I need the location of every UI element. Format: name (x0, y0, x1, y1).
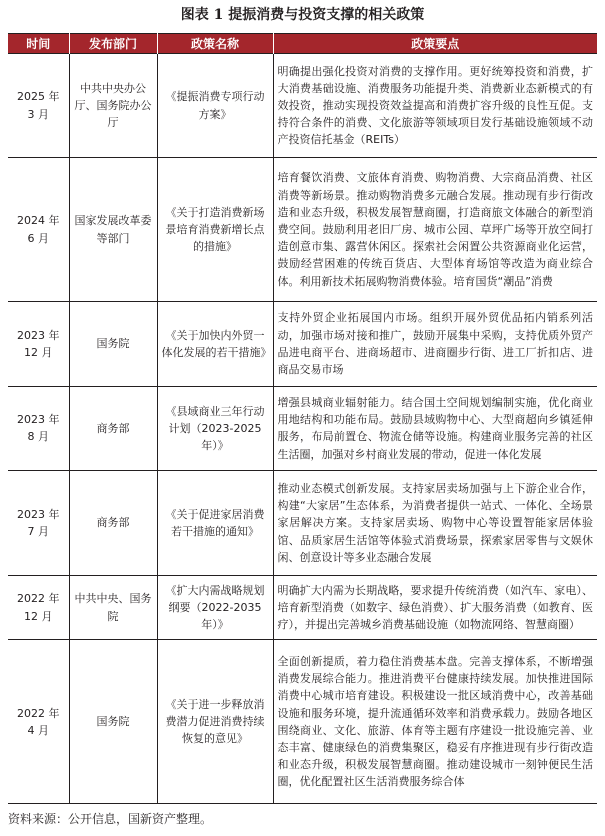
table-row (8, 386, 597, 471)
cell-department: 国家发展改革委等部门 (69, 158, 157, 302)
table-row (8, 471, 597, 575)
cell-department: 中共中央办公厅、国务院办公厅 (69, 54, 157, 158)
table-row (8, 302, 597, 387)
cell-policy-name: 《关于打造消费新场景培育消费新增长点的措施》 (157, 158, 273, 302)
table-title: 图表 1 提振消费与投资支撑的相关政策 (180, 7, 425, 23)
cell-policy-name: 《关于促进家居消费若干措施的通知》 (157, 471, 273, 575)
table-row (8, 54, 597, 158)
table-row (8, 640, 597, 804)
cell-date: 2023 年 7 月 (8, 471, 69, 575)
cell-key-points: 增强县城商业辐射能力。结合国土空间规划编制实施，优化商业用地结构和功能布局。鼓励县域购物中心、大型商超向乡镇延伸服务，布局前置仓、物流仓储等设施。构建商业服务完善的社区生活圈，加强对乡村商业发展的带动，促进一体化发展 (273, 386, 597, 471)
cell-key-points: 培育餐饮消费、文旅体育消费、购物消费、大宗商品消费、社区消费等新场景。推动购物消费多元融合发展。推动现有步行街改造和业态升级，积极发展智慧商圈，打造商旅文体融合的新型消费空间。鼓励利用老旧厂房、城市公园、草坪广场等开放空间打造创意市集、露营休闲区。探索社会闲置公共资源商业化运营，鼓励经营困难的传统百货店、大型体育场馆等改造为商业综合体。利用新技术拓展购物消费体验。培育国货“潮品”消费 (273, 158, 597, 302)
cell-key-points: 推动业态模式创新发展。支持家居卖场加强与上下游企业合作，构建“大家居”生态体系，为消费者提供一站式、一体化、全场景家居解决方案。支持家居卖场、购物中心等设置智能家居体验馆、品质家居生活馆等体验式消费场景，探索家居零售与文娱休闲、创意设计等多业态融合发展 (273, 471, 597, 575)
cell-department: 商务部 (69, 386, 157, 471)
table-row (8, 575, 597, 640)
cell-date: 2022 年 12 月 (8, 575, 69, 640)
column-header-policy-name: 政策名称 (157, 34, 273, 54)
cell-key-points: 全面创新提质，着力稳住消费基本盘。完善支撑体系，不断增强消费发展综合能力。推进消费平台健康持续发展。加快推进国际消费中心城市培育建设。积极建设一批区域消费中心，改善基础设施和服务环境，提升流通循环效率和消费承载力。鼓励各地区围绕商业、文化、旅游、体育等主题有序建设一批设施完善、业态丰富、健康绿色的消费集聚区，稳妥有序推进现有步行街改造和业态升级，积极发展智慧商圈。推动建设城市一刻钟便民生活圈，优化配置社区生活消费服务综合体 (273, 640, 597, 804)
cell-date: 2023 年 8 月 (8, 386, 69, 471)
table-row (8, 158, 597, 302)
table-header-row (8, 34, 597, 54)
cell-date: 2025 年 3 月 (8, 54, 69, 158)
cell-date: 2024 年 6 月 (8, 158, 69, 302)
source-note: 资料来源：公开信息，国新资产整理。 (8, 812, 213, 826)
cell-department: 商务部 (69, 471, 157, 575)
cell-key-points: 支持外贸企业拓展国内市场。组织开展外贸优品拓内销系列活动，加强市场对接和推广，鼓励开展集中采购，支持优质外贸产品进电商平台、进商场超市、进商圈步行街、进工厂折扣店、进商品交易市场 (273, 302, 597, 387)
cell-policy-name: 《提振消费专项行动方案》 (157, 54, 273, 158)
column-header-date: 时间 (8, 34, 69, 54)
cell-key-points: 明确扩大内需为长期战略，要求提升传统消费（如汽车、家电）、培育新型消费（如数字、绿色消费）、扩大服务消费（如教育、医疗），并提出完善城乡消费基础设施（如物流网络、智慧商圈） (273, 575, 597, 640)
cell-department: 国务院 (69, 302, 157, 387)
cell-policy-name: 《扩大内需战略规划纲要（2022-2035 年）》 (157, 575, 273, 640)
policy-table (8, 33, 597, 804)
cell-policy-name: 《县域商业三年行动计划（2023-2025 年）》 (157, 386, 273, 471)
cell-department: 国务院 (69, 640, 157, 804)
cell-date: 2023 年 12 月 (8, 302, 69, 387)
cell-date: 2022 年 4 月 (8, 640, 69, 804)
column-header-department: 发布部门 (69, 34, 157, 54)
cell-policy-name: 《关于进一步释放消费潜力促进消费持续恢复的意见》 (157, 640, 273, 804)
cell-department: 中共中央、国务院 (69, 575, 157, 640)
cell-policy-name: 《关于加快内外贸一体化发展的若干措施》 (157, 302, 273, 387)
column-header-key-points: 政策要点 (273, 34, 597, 54)
cell-key-points: 明确提出强化投资对消费的支撑作用。更好统筹投资和消费，扩大消费基础设施、消费服务功能提升类、消费新业态新模式的有效投资，推动实现投资效益提高和消费扩容升级的良性互促。支持符合条件的消费、文化旅游等领域项目发行基础设施领域不动产投资信托基金（REITs） (273, 54, 597, 158)
